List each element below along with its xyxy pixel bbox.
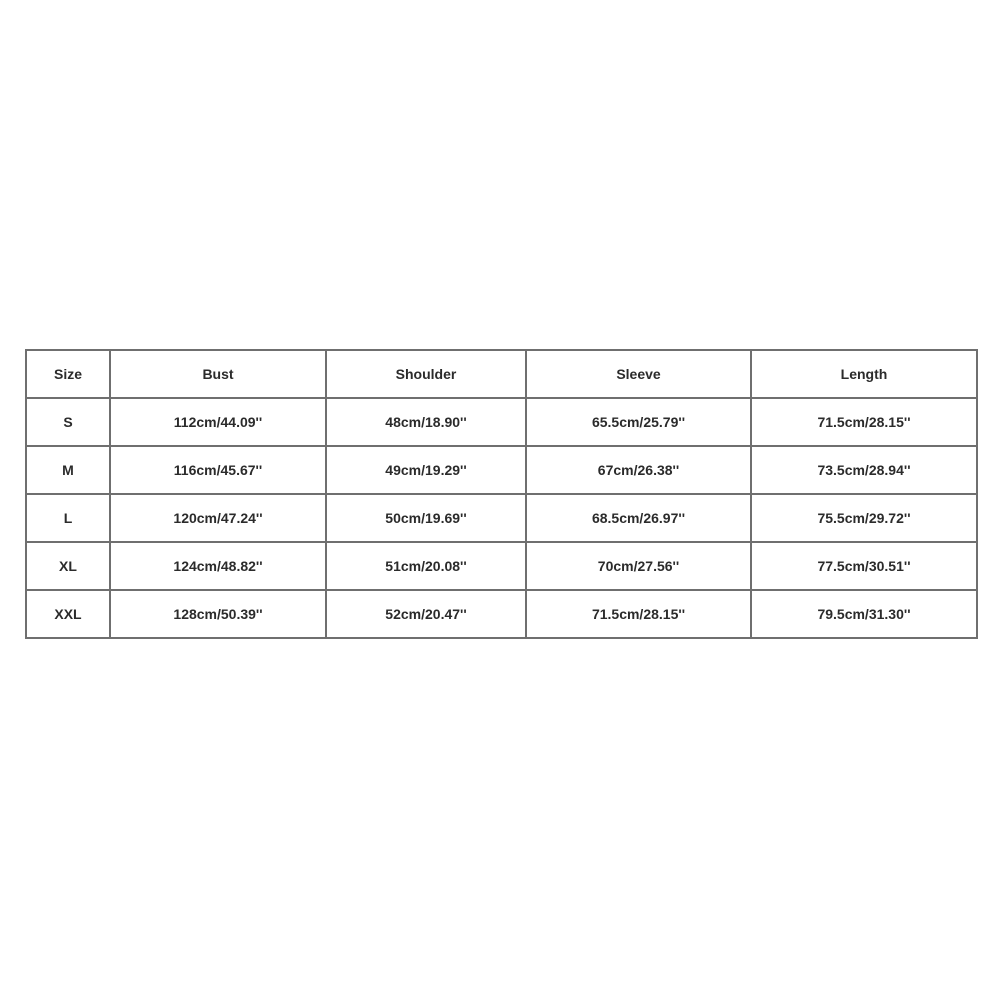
cell-length: 77.5cm/30.51'' bbox=[751, 542, 977, 590]
cell-bust: 112cm/44.09'' bbox=[110, 398, 326, 446]
cell-shoulder: 50cm/19.69'' bbox=[326, 494, 526, 542]
header-bust: Bust bbox=[110, 350, 326, 398]
cell-shoulder: 52cm/20.47'' bbox=[326, 590, 526, 638]
cell-sleeve: 68.5cm/26.97'' bbox=[526, 494, 751, 542]
table-row bbox=[26, 542, 977, 590]
cell-size: XXL bbox=[26, 590, 110, 638]
cell-sleeve: 65.5cm/25.79'' bbox=[526, 398, 751, 446]
cell-bust: 116cm/45.67'' bbox=[110, 446, 326, 494]
cell-length: 73.5cm/28.94'' bbox=[751, 446, 977, 494]
cell-size: L bbox=[26, 494, 110, 542]
table-row bbox=[26, 494, 977, 542]
cell-sleeve: 70cm/27.56'' bbox=[526, 542, 751, 590]
table-row bbox=[26, 590, 977, 638]
cell-size: XL bbox=[26, 542, 110, 590]
size-chart-table bbox=[25, 349, 978, 639]
cell-sleeve: 71.5cm/28.15'' bbox=[526, 590, 751, 638]
cell-size: M bbox=[26, 446, 110, 494]
header-shoulder: Shoulder bbox=[326, 350, 526, 398]
cell-size: S bbox=[26, 398, 110, 446]
cell-sleeve: 67cm/26.38'' bbox=[526, 446, 751, 494]
cell-bust: 120cm/47.24'' bbox=[110, 494, 326, 542]
header-sleeve: Sleeve bbox=[526, 350, 751, 398]
cell-shoulder: 51cm/20.08'' bbox=[326, 542, 526, 590]
header-size: Size bbox=[26, 350, 110, 398]
cell-shoulder: 49cm/19.29'' bbox=[326, 446, 526, 494]
header-length: Length bbox=[751, 350, 977, 398]
table-row bbox=[26, 398, 977, 446]
cell-bust: 128cm/50.39'' bbox=[110, 590, 326, 638]
cell-shoulder: 48cm/18.90'' bbox=[326, 398, 526, 446]
header-row bbox=[26, 350, 977, 398]
cell-length: 79.5cm/31.30'' bbox=[751, 590, 977, 638]
cell-bust: 124cm/48.82'' bbox=[110, 542, 326, 590]
table-row bbox=[26, 446, 977, 494]
cell-length: 75.5cm/29.72'' bbox=[751, 494, 977, 542]
cell-length: 71.5cm/28.15'' bbox=[751, 398, 977, 446]
